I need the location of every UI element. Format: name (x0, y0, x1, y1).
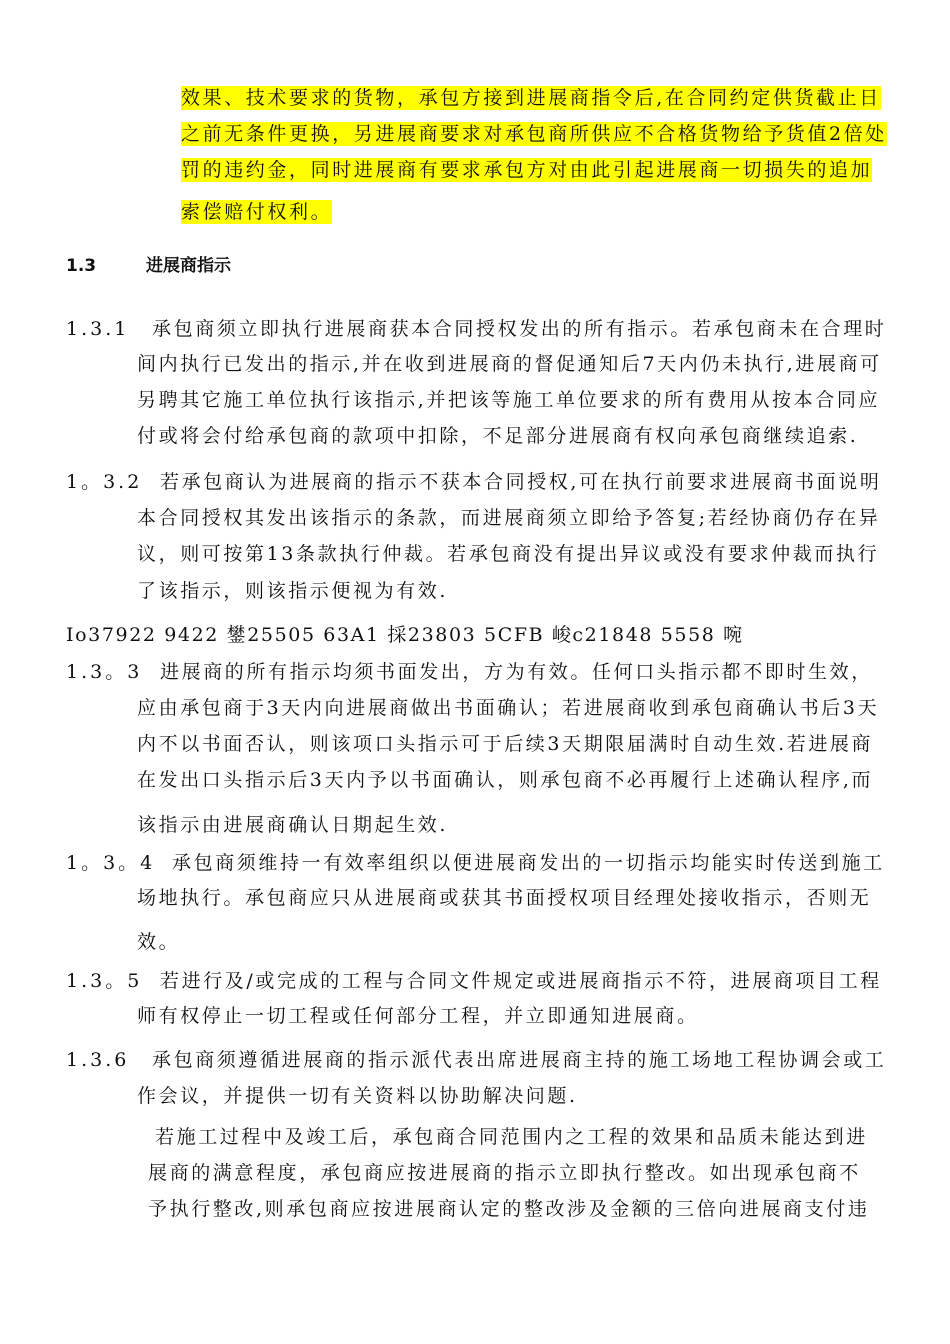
clause-line: 应由承包商于3天内向进展商做出书面确认；若进展商收到承包商确认书后3天 (137, 697, 880, 719)
highlight-text: 索偿赔付权利。 (181, 201, 333, 223)
paragraph-line: 若施工过程中及竣工后，承包商合同范围内之工程的效果和品质未能达到进 (155, 1126, 868, 1148)
clause-line: 作会议，并提供一切有关资料以协助解决问题. (137, 1085, 578, 1107)
garbled-text-line: Io37922 9422 鐢25505 63A1 採23803 5CFB 峻c21848 5558 啘 (66, 624, 744, 646)
clause-line: 间内执行已发出的指示,并在收到进展商的督促通知后7天内仍未执行,进展商可 (137, 353, 882, 375)
clause-number: 1。3.2 (66, 471, 143, 493)
paragraph-line: 展商的满意程度，承包商应按进展商的指示立即执行整改。如出现承包商不 (148, 1162, 861, 1184)
clause-line: 效。 (137, 931, 181, 953)
clause-line: 在发出口头指示后3天内予以书面确认，则承包商不必再履行上述确认程序,而 (137, 769, 874, 791)
clause-line: 若承包商认为进展商的指示不获本合同授权,可在执行前要求进展商书面说明 (160, 471, 882, 493)
clause-line: 场地执行。承包商应只从进展商或获其书面授权项目经理处接收指示，否则无 (137, 887, 872, 909)
highlight-text: 效果、技术要求的货物，承包方接到进展商指令后,在合同约定供货截止日 (181, 87, 881, 109)
highlight-line-2 (181, 121, 887, 147)
clause-line: 进展商的所有指示均须书面发出，方为有效。任何口头指示都不即时生效， (160, 661, 873, 683)
clause-line: 内不以书面否认，则该项口头指示可于后续3天期限届满时自动生效.若进展商 (137, 733, 874, 755)
clause-line: 付或将会付给承包商的款项中扣除，不足部分进展商有权向承包商继续追索. (137, 425, 859, 447)
highlight-line-4 (181, 199, 332, 225)
clause-line: 另聘其它施工单位执行该指示,并把该等施工单位要求的所有费用从按本合同应 (137, 389, 881, 411)
highlight-text: 罚的违约金，同时进展商有要求承包方对由此引起进展商一切损失的追加 (181, 159, 873, 181)
clause-line: 承包商须遵循进展商的指示派代表出席进展商主持的施工场地工程协调会或工 (152, 1049, 887, 1071)
clause-line: 承包商须维持一有效率组织以便进展商发出的一切指示均能实时传送到施工 (172, 852, 885, 874)
clause-line: 本合同授权其发出该指示的条款，而进展商须立即给予答复;若经协商仍存在异 (137, 507, 881, 529)
clause-number: 1.3.6 (66, 1049, 130, 1071)
clause-line: 议，则可按第13条款执行仲裁。若承包商没有提出异议或没有要求仲裁而执行 (137, 543, 880, 565)
highlight-line-1 (181, 85, 881, 111)
clause-number: 1.3。5 (66, 970, 143, 992)
paragraph-line: 予执行整改,则承包商应按进展商认定的整改涉及金额的三倍向进展商支付违 (148, 1198, 870, 1220)
clause-line: 承包商须立即执行进展商获本合同授权发出的所有指示。若承包商未在合理时 (152, 318, 887, 340)
highlight-text: 之前无条件更换，另进展商要求对承包商所供应不合格货物给予货值2倍处 (181, 123, 887, 145)
section-number: 1.3 (66, 256, 97, 276)
clause-line: 若进行及/或完成的工程与合同文件规定或进展商指示不符，进展商项目工程 (160, 970, 882, 992)
clause-line: 该指示由进展商确认日期起生效. (137, 814, 449, 836)
highlight-line-3 (181, 157, 872, 183)
clause-number: 1.3.1 (66, 318, 130, 340)
clause-number: 1。3。4 (66, 852, 156, 874)
clause-line: 师有权停止一切工程或任何部分工程，并立即通知进展商。 (137, 1005, 699, 1027)
clause-number: 1.3。3 (66, 661, 143, 683)
clause-line: 了该指示，则该指示便视为有效. (137, 580, 449, 602)
section-title: 进展商指示 (146, 256, 231, 276)
